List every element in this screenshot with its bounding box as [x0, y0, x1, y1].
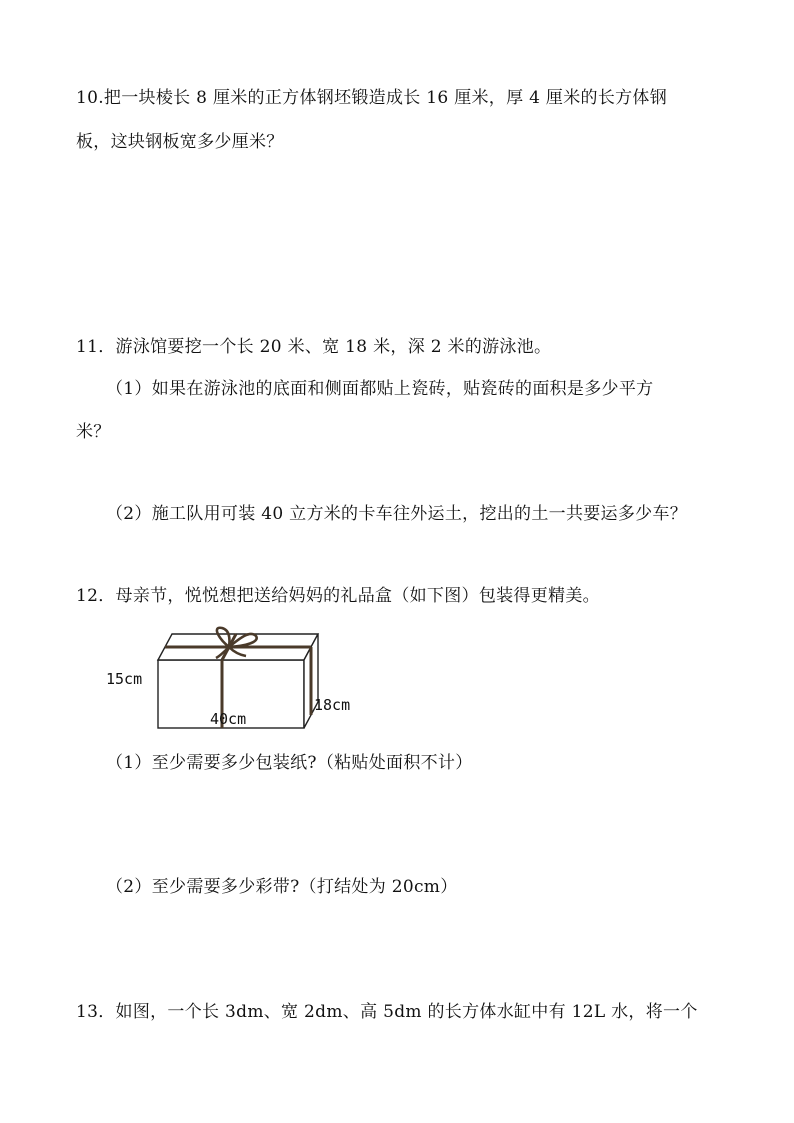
question-11-part-1-line-1: （1）如果在游泳池的底面和侧面都贴上瓷砖，贴瓷砖的面积是多少平方	[106, 379, 654, 399]
question-10-text-line-1: 10.把一块棱长 8 厘米的正方体钢坯锻造成长 16 厘米，厚 4 厘米的长方体钢	[76, 88, 668, 108]
question-13-text-line-1: 13．如图，一个长 3dm、宽 2dm、高 5dm 的长方体水缸中有 12L 水，将一个	[76, 1002, 698, 1022]
question-11-part-2: （2）施工队用可装 40 立方米的卡车往外运土，挖出的土一共要运多少车？	[106, 504, 688, 524]
question-11-stem: 11．游泳馆要挖一个长 20 米、宽 18 米，深 2 米的游泳池。	[76, 337, 552, 357]
question-12-part-2: （2）至少需要多少彩带?（打结处为 20cm）	[106, 877, 458, 897]
box-width-label: 18cm	[314, 696, 351, 714]
question-12-part-1: （1）至少需要多少包装纸?（粘贴处面积不计）	[106, 753, 473, 773]
box-height-label: 15cm	[106, 670, 143, 688]
question-12-stem: 12．母亲节，悦悦想把送给妈妈的礼品盒（如下图）包装得更精美。	[76, 586, 600, 606]
box-length-label: 40cm	[210, 710, 247, 728]
question-11-part-1-line-2: 米？	[76, 422, 111, 442]
question-10-text-line-2: 板，这块钢板宽多少厘米？	[76, 132, 284, 152]
gift-box-figure	[100, 624, 370, 734]
